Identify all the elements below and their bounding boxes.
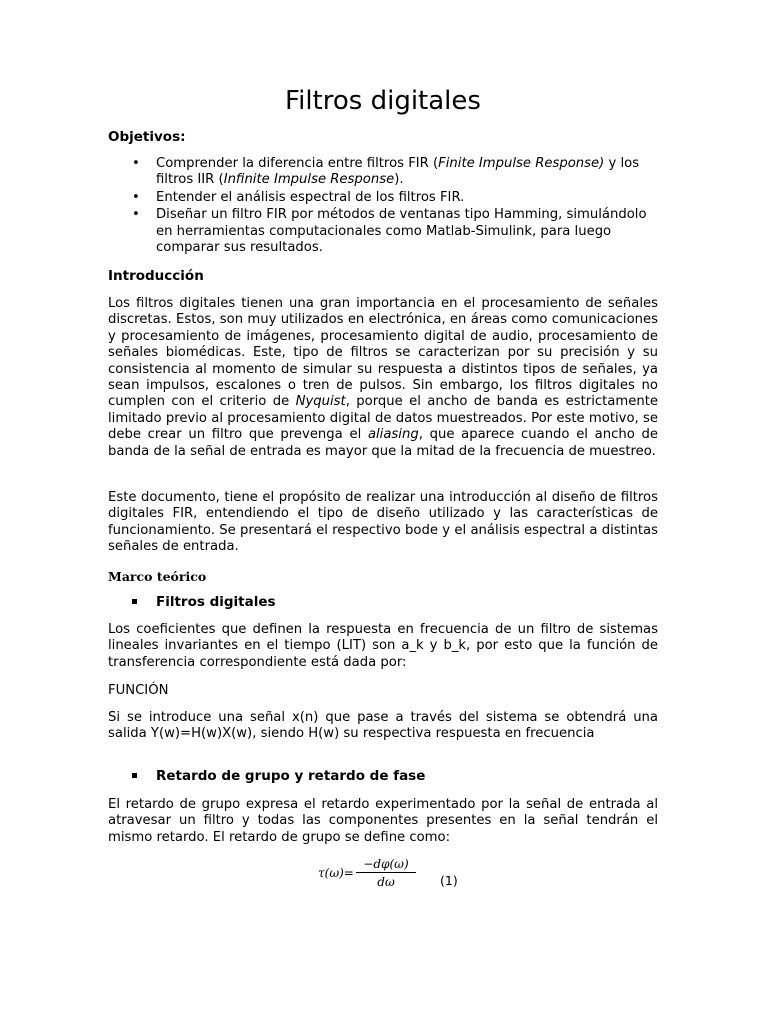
list-item: • Entender el análisis espectral de los filtros FIR. (132, 189, 465, 205)
objetivos-list (108, 156, 658, 257)
intro-heading: Introducción (108, 268, 204, 284)
equation-numerator: −dφ(ω) (356, 857, 416, 873)
sec2-paragraph: El retardo de grupo expresa el retardo experimentado por la señal de entrada al atravesar un filtro y todas las componentes presentes en la señal tendrán el mismo retardo. El retardo de grupo se define como: (108, 797, 658, 845)
equation-number: (1) (440, 873, 458, 888)
intro-paragraph-1: Los filtros digitales tienen una gran importancia en el procesamiento de señales discretas. Estos, son muy utilizados en electrónica, en áreas como comunicaciones y procesamiento de imágenes, procesamiento digital de audio, procesamiento de señales biomédicas. Este, tipo de filtros se caracterizan por su precisión y su consistencia al momento de simular su respuesta a distintos tipos de señales, ya sean impulsos, escalones o tren de pulsos. Sin embargo, los filtros digitales no cumplen con el criterio de Nyquist, porque el ancho de banda es estrictamente limitado previo al procesamiento digital de datos muestreados. Por este motivo, se debe crear un filtro que prevenga el aliasing, que aparece cuando el ancho de banda de la señal de entrada es mayor que la mitad de la frecuencia de muestreo. (108, 296, 658, 459)
list-item: • Comprender la diferencia entre filtros FIR (Finite Impulse Response) y los filtros IIR (Infinite Impulse Response). (132, 156, 640, 188)
sec1-paragraph: Los coeficientes que definen la respuesta en frecuencia de un filtro de sistemas lineales invariantes en el tiempo (LIT) son a_k y b_k, por esto que la función de transferencia correspondiente está dada por: (108, 622, 658, 670)
equation-fraction (356, 857, 416, 889)
page-title: Filtros digitales (285, 86, 481, 116)
bullet-icon: • (132, 156, 140, 171)
equation-1 (318, 857, 518, 897)
intro-paragraph-2: Este documento, tiene el propósito de realizar una introducción al diseño de filtros digitales FIR, entendiendo el tipo de diseño utilizado y las características de funcionamiento. Se presentará el respectivo bode y el análisis espectral a distintas señales de entrada. (108, 490, 658, 555)
equation-lhs: τ(ω)= (318, 866, 354, 880)
bullet-icon: • (132, 189, 140, 205)
square-bullet-icon (132, 773, 137, 778)
sec1-paragraph-2: Si se introduce una señal x(n) que pase a través del sistema se obtendrá una salida Y(w)=H(w)X(w), siendo H(w) su respectiva respuesta en frecuencia (108, 710, 658, 742)
equation-denominator: dω (377, 875, 395, 889)
marco-heading: Marco teórico (108, 569, 207, 584)
bullet-icon: • (132, 207, 140, 223)
list-item: • Diseñar un filtro FIR por métodos de ventanas tipo Hamming, simulándolo en herramientas computacionales como Matlab-Simulink, para luego comparar sus resultados. (132, 207, 647, 256)
objetivos-heading: Objetivos: (108, 129, 186, 145)
funcion-label: FUNCIÓN (108, 683, 169, 698)
square-bullet-icon (132, 599, 137, 604)
